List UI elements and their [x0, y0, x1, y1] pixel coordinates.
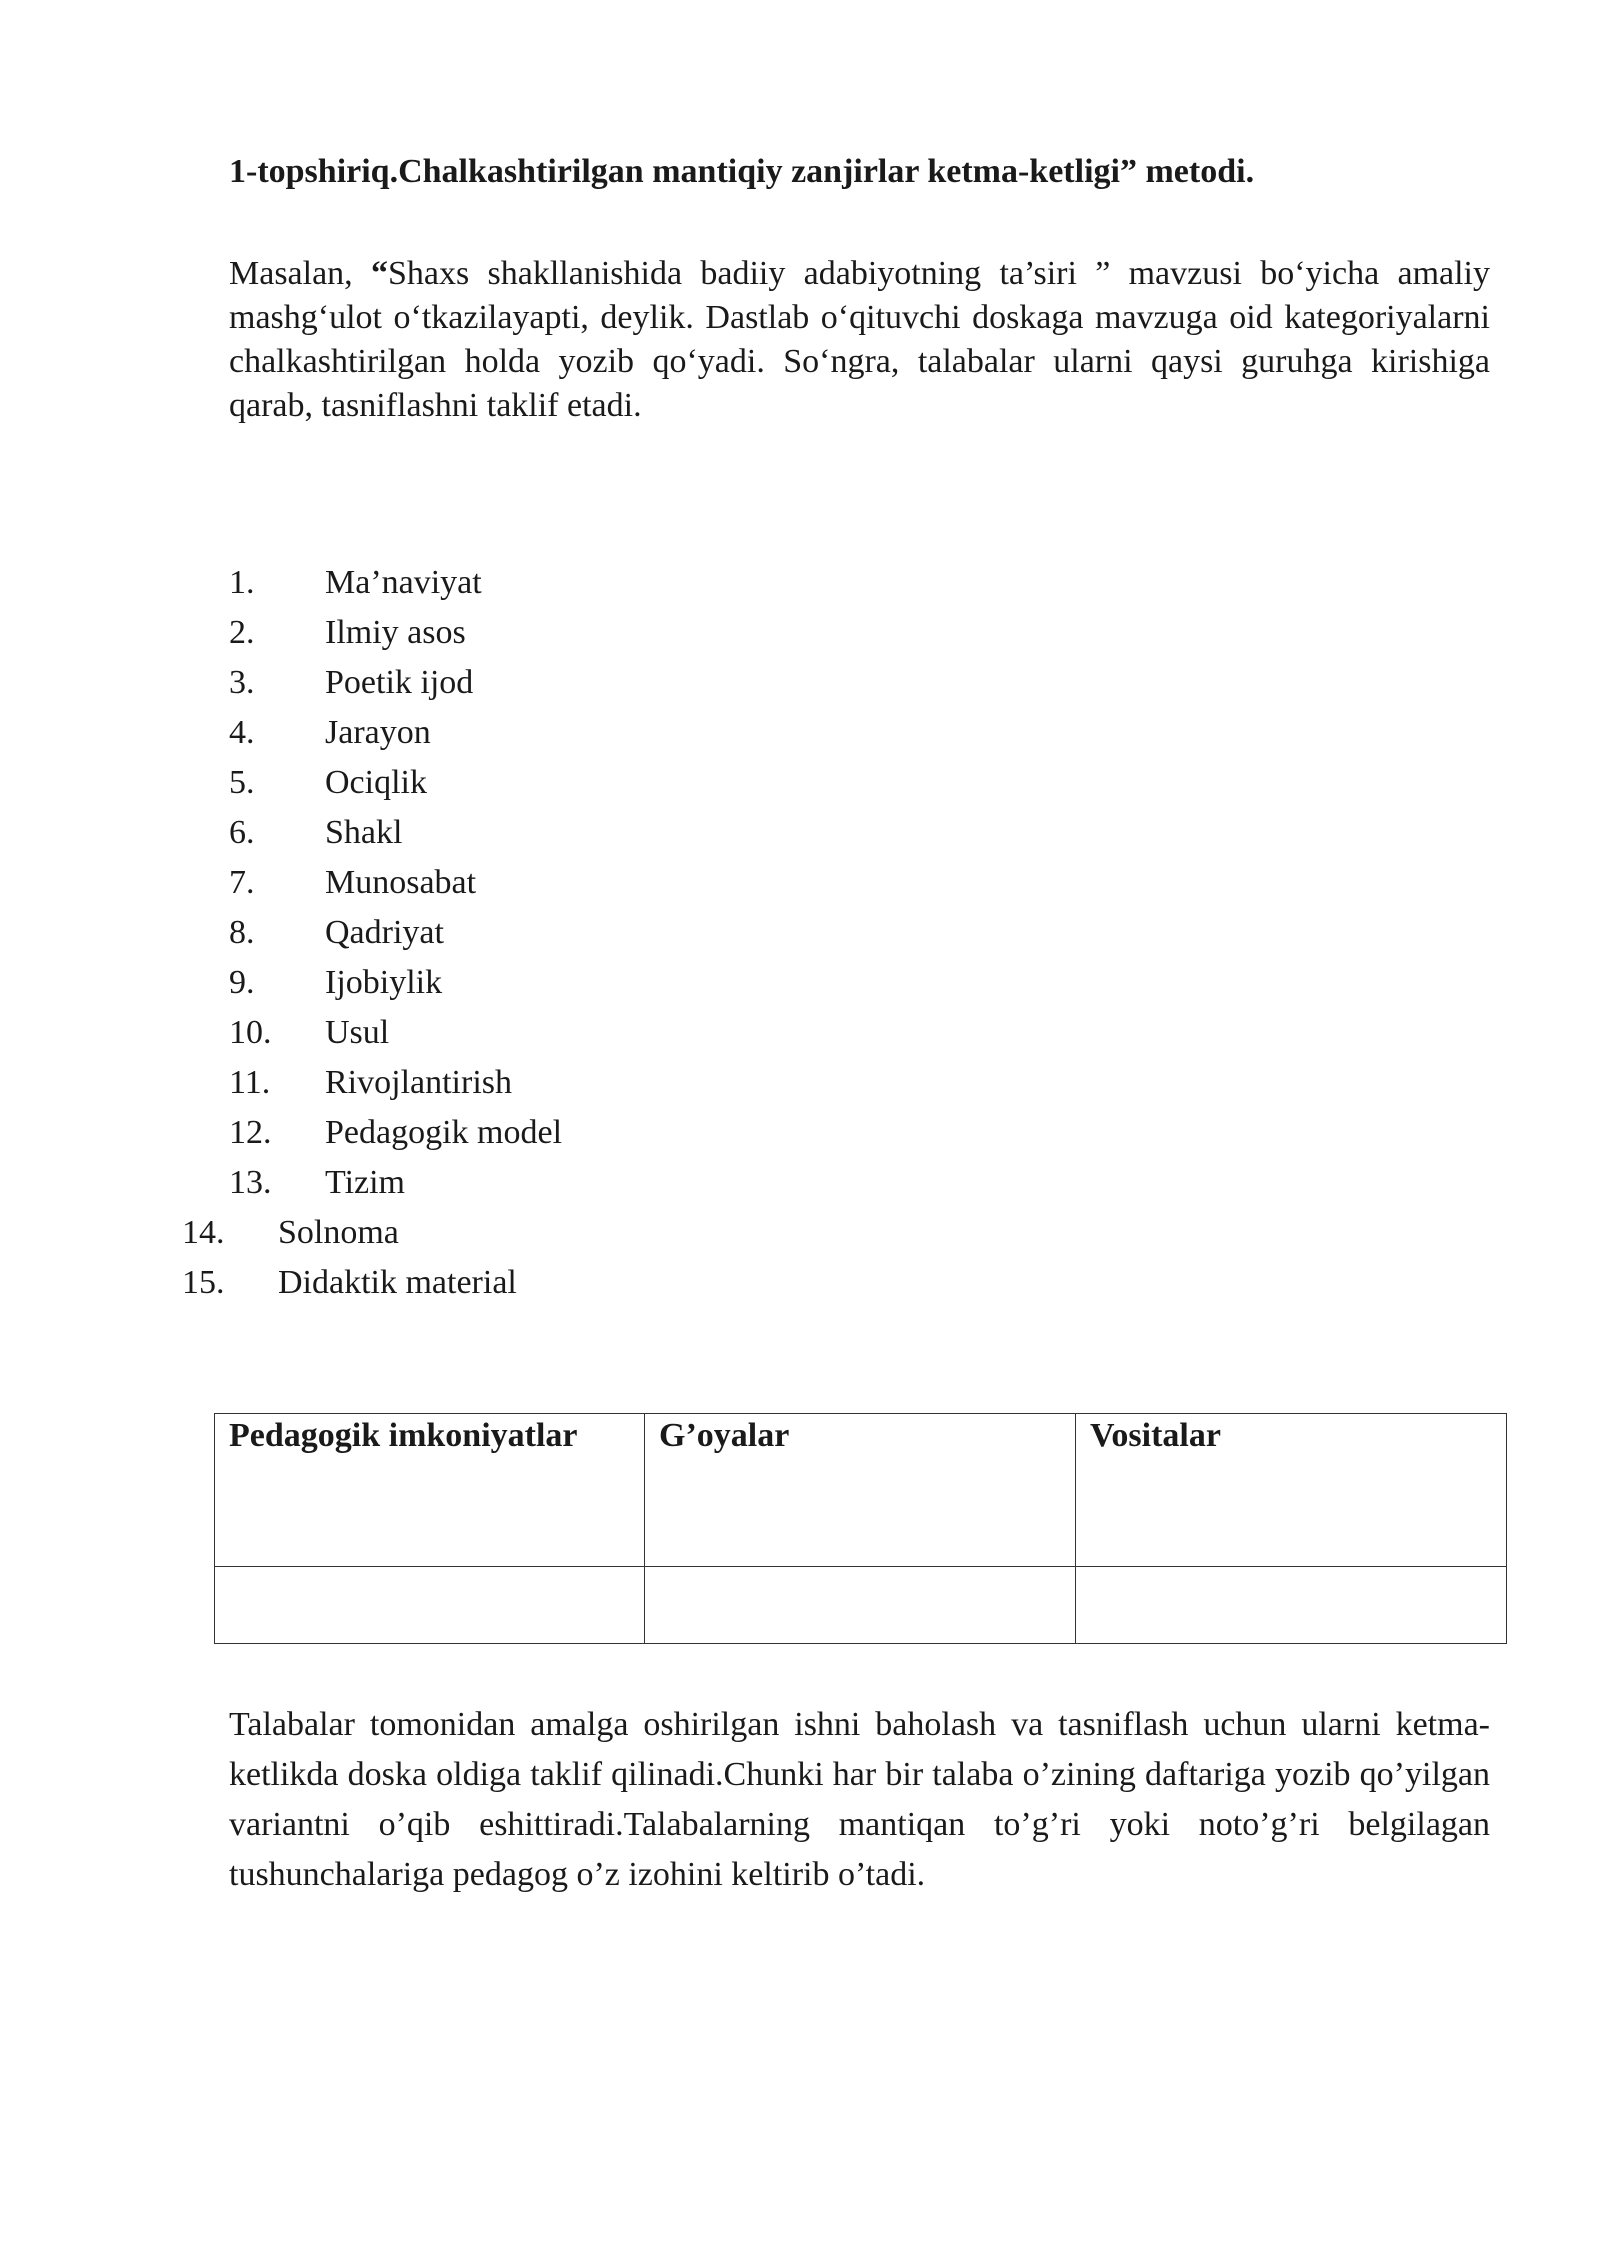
list-item-text: Usul: [325, 1014, 390, 1051]
list-item-number: 15.: [182, 1264, 225, 1301]
list-item-text: Solnoma: [278, 1214, 399, 1251]
table-cell: [215, 1567, 645, 1644]
list-item-text: Tizim: [325, 1164, 406, 1201]
list-item-number: 4.: [229, 714, 255, 751]
table-row: [215, 1567, 1507, 1644]
classification-table: [214, 1413, 1507, 1644]
table-header-cell: Pedagogik imkoniyatlar: [215, 1414, 645, 1567]
list-item-number: 13.: [229, 1164, 272, 1201]
intro-paragraph: [229, 252, 1490, 428]
list-item-number: 9.: [229, 964, 255, 1001]
intro-lead: Masalan,: [229, 255, 371, 292]
list-item-text: Qadriyat: [325, 914, 444, 951]
table-header-cell: G’oyalar: [645, 1414, 1076, 1567]
intro-quote-mark: “: [371, 255, 388, 292]
list-item-number: 5.: [229, 764, 255, 801]
list-item-text: Munosabat: [325, 864, 477, 901]
task-title: 1-topshiriq.Chalkashtirilgan mantiqiy zanjirlar ketma-ketligi” metodi.: [229, 153, 1255, 190]
list-item-text: Ma’naviyat: [325, 564, 482, 601]
list-item-number: 14.: [182, 1214, 225, 1251]
list-item-text: Jarayon: [325, 714, 431, 751]
list-item-text: Rivojlantirish: [325, 1064, 512, 1101]
list-item-number: 2.: [229, 614, 255, 651]
list-item-text: Ociqlik: [325, 764, 427, 801]
list-item-number: 8.: [229, 914, 255, 951]
table-cell: [1076, 1567, 1507, 1644]
list-item-text: Poetik ijod: [325, 664, 474, 701]
table-cell: [645, 1567, 1076, 1644]
list-item-text: Shakl: [325, 814, 403, 851]
list-item-number: 3.: [229, 664, 255, 701]
intro-text: Shaxs shakllanishida badiiy adabiyotning ta’siri ” mavzusi bo‘yicha amaliy mashg‘ulot o‘tkazilayapti, deylik. Dastlab o‘qituvchi doskaga mavzuga oid kategoriyalarni chalkashtirilgan holda yozib qo‘yadi. So‘ngra, talabalar ularni qaysi guruhga kirishiga qarab, tasniflashni taklif etadi.: [229, 255, 1490, 424]
list-item-number: 11.: [229, 1064, 271, 1101]
list-item-number: 12.: [229, 1114, 272, 1151]
list-item-number: 1.: [229, 564, 255, 601]
list-item-text: Ijobiylik: [325, 964, 443, 1001]
table-header-cell: Vositalar: [1076, 1414, 1507, 1567]
list-item-number: 7.: [229, 864, 255, 901]
list-item-text: Ilmiy asos: [325, 614, 466, 651]
conclusion-paragraph: Talabalar tomonidan amalga oshirilgan ishni baholash va tasniflash uchun ularni ketma-ketlikda doska oldiga taklif qilinadi.Chunki har bir talaba o’zining daftariga yozib qo’yilgan variantni o’qib eshittiradi.Talabalarning mantiqan to’g’ri yoki noto’g’ri belgilagan tushunchalariga pedagog o’z izohini keltirib o’tadi.: [229, 1706, 1490, 1893]
table-header-row: [215, 1414, 1507, 1567]
list-item-text: Pedagogik model: [325, 1114, 563, 1151]
list-item-text: Didaktik material: [278, 1264, 517, 1301]
list-item-number: 6.: [229, 814, 255, 851]
list-item-number: 10.: [229, 1014, 272, 1051]
